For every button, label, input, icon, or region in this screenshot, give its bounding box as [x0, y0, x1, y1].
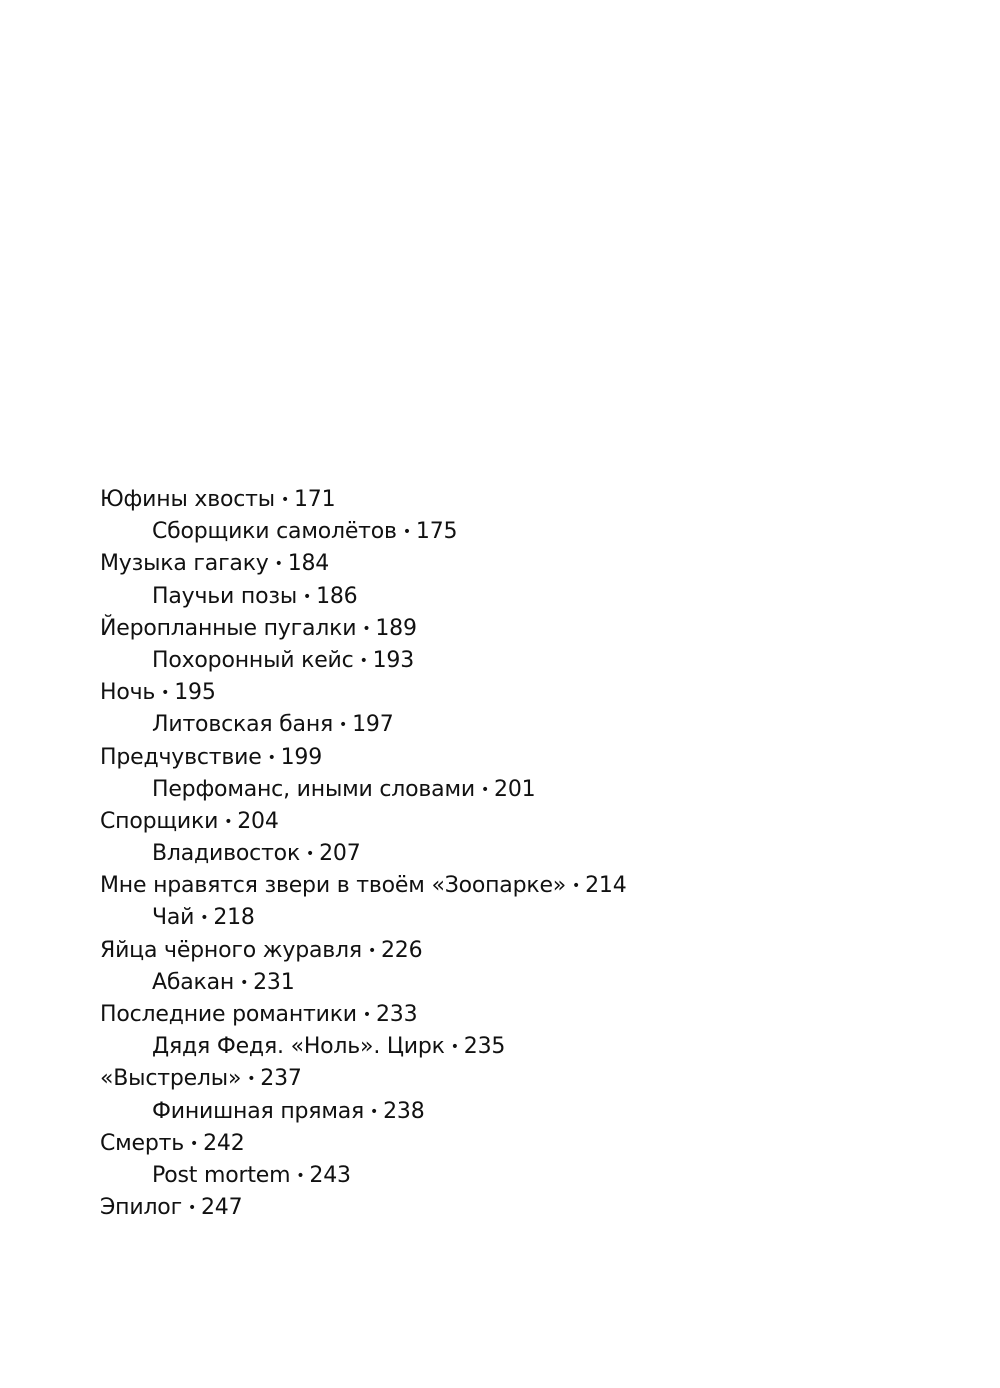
bullet-separator: •: [306, 846, 315, 863]
toc-entry: [100, 548, 960, 580]
bullet-separator: •: [362, 1007, 371, 1023]
toc-entry-page: 226: [381, 937, 423, 963]
toc-entry-page: 207: [319, 841, 361, 867]
bullet-separator: •: [362, 620, 371, 637]
toc-entry-page: 237: [260, 1066, 302, 1092]
toc-entry-title: Абакан: [152, 969, 235, 995]
toc-entry-title: Эпилог: [100, 1195, 182, 1221]
toc-entry: [100, 774, 960, 806]
bullet-separator: •: [480, 781, 490, 798]
toc-entry-page: 184: [287, 551, 330, 577]
bullet-separator: •: [450, 1039, 459, 1056]
toc-entry-page: 171: [294, 487, 336, 512]
bullet-separator: •: [370, 1103, 379, 1120]
toc-entry-page: 193: [372, 647, 415, 673]
table-of-contents: [100, 484, 960, 1224]
toc-entry-title: Ночь: [100, 680, 156, 706]
toc-entry: [100, 1192, 960, 1224]
toc-entry: [100, 709, 960, 741]
bullet-separator: •: [359, 652, 368, 669]
toc-entry-title: Паучьи позы: [152, 583, 298, 609]
toc-entry-title: Последние романтики: [100, 1002, 357, 1027]
toc-entry: [100, 677, 960, 709]
toc-entry-page: 247: [201, 1195, 243, 1221]
toc-entry: [100, 742, 960, 774]
toc-entry-title: Литовская баня: [152, 712, 334, 738]
toc-entry: [100, 645, 960, 677]
bullet-separator: •: [303, 588, 312, 605]
bullet-separator: •: [161, 685, 170, 702]
bullet-separator: •: [224, 813, 233, 830]
bullet-separator: •: [267, 749, 276, 766]
bullet-separator: •: [339, 717, 348, 734]
bullet-separator: •: [200, 910, 209, 927]
toc-entry-page: 175: [415, 519, 458, 545]
toc-entry: [100, 1031, 960, 1063]
toc-entry-title: Смерть: [100, 1130, 185, 1156]
toc-entry: [100, 902, 960, 934]
bullet-separator: •: [274, 556, 283, 573]
toc-entry-title: Дядя Федя. «Ноль». Цирк: [152, 1034, 445, 1060]
toc-entry: [100, 838, 960, 870]
toc-entry: [100, 1096, 960, 1128]
bullet-separator: •: [402, 524, 411, 541]
bullet-separator: •: [190, 1135, 199, 1152]
toc-entry-title: Перфоманс, иными словами: [152, 776, 475, 802]
bullet-separator: •: [240, 974, 249, 991]
toc-entry: [100, 613, 960, 645]
bullet-separator: •: [187, 1200, 196, 1217]
toc-entry-title: «Выстрелы»: [100, 1066, 242, 1092]
toc-entry: [100, 1160, 960, 1192]
toc-entry-page: 231: [253, 969, 295, 995]
toc-entry-page: 242: [203, 1130, 245, 1156]
toc-entry-title: Финишная прямая: [152, 1098, 365, 1124]
toc-entry: [100, 935, 960, 967]
bullet-separator: •: [572, 878, 581, 895]
toc-entry: [100, 999, 960, 1031]
toc-entry-page: 201: [494, 776, 536, 802]
bullet-separator: •: [280, 492, 289, 508]
toc-entry-page: 197: [352, 712, 394, 738]
toc-entry-page: 199: [280, 744, 323, 770]
toc-entry-title: Сборщики самолётов: [152, 519, 397, 545]
bullet-separator: •: [247, 1071, 256, 1088]
toc-entry: [100, 1063, 960, 1095]
toc-entry-title: Спорщики: [100, 808, 219, 834]
toc-entry-title: Чай: [152, 905, 195, 931]
toc-entry-title: Яйца чёрного журавля: [100, 937, 362, 963]
toc-entry-title: Предчувствие: [100, 744, 262, 770]
toc-entry-page: 238: [383, 1098, 425, 1124]
toc-entry-page: 235: [463, 1034, 506, 1060]
toc-entry-title: Мне нравятся звери в твоём «Зоопарке»: [100, 873, 567, 899]
toc-entry: [100, 484, 960, 516]
toc-entry-page: 243: [309, 1162, 351, 1188]
toc-entry-page: 204: [237, 808, 279, 834]
toc-entry-page: 233: [375, 1002, 418, 1027]
toc-entry-page: 189: [375, 615, 417, 641]
toc-entry-title: Владивосток: [152, 841, 301, 867]
toc-entry: [100, 870, 960, 902]
toc-entry: [100, 516, 960, 548]
bullet-separator: •: [296, 1167, 305, 1184]
toc-entry-page: 214: [585, 873, 627, 899]
toc-entry: [100, 1128, 960, 1160]
toc-entry-title: Похоронный кейс: [152, 647, 354, 673]
toc-entry-title: Музыка гагаку: [100, 551, 269, 577]
toc-entry-page: 186: [316, 583, 358, 609]
toc-entry-title: Post mortem: [152, 1162, 291, 1188]
toc-entry-title: Йеропланные пугалки: [100, 615, 357, 641]
toc-entry: [100, 806, 960, 838]
toc-entry: [100, 967, 960, 999]
toc-entry-title: Юфины хвосты: [100, 487, 275, 512]
toc-entry: [100, 581, 960, 613]
bullet-separator: •: [367, 942, 376, 959]
toc-entry-page: 195: [174, 680, 216, 706]
toc-entry-page: 218: [213, 905, 255, 931]
